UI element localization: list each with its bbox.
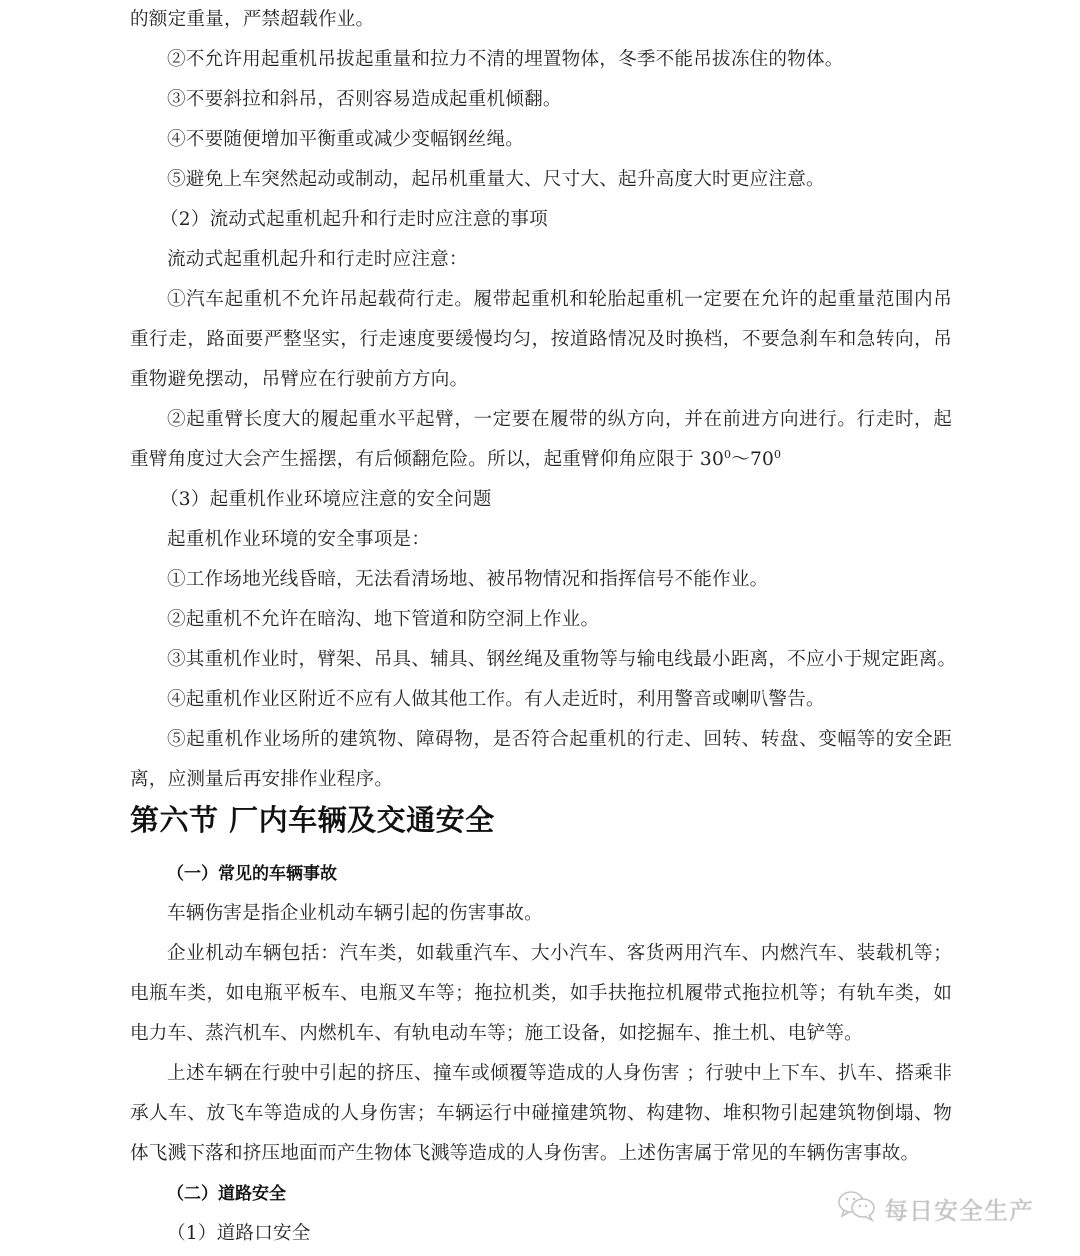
paragraph-line: 承人车、放飞车等造成的人身伤害；车辆运行中碰撞建筑物、构建物、堆积物引起建筑物倒塌、物: [130, 1103, 952, 1124]
subsection-title: （2）流动式起重机起升和行走时应注意的事项: [160, 209, 548, 230]
paragraph-line: [130, 448, 781, 472]
list-item: ④不要随便增加平衡重或减少变幅钢丝绳。: [167, 129, 525, 150]
angle-range: ～70: [731, 449, 775, 470]
degree-superscript: 0: [774, 448, 782, 461]
list-item: ②起重臂长度大的履起重水平起臂，一定要在履带的纵方向，并在前进方向进行。行走时，起: [167, 409, 952, 430]
paragraph-line: 的额定重量，严禁超载作业。: [130, 9, 375, 30]
paragraph-line: 电力车、蒸汽机车、内燃机车、有轨电动车等；施工设备，如挖掘车、推土机、电铲等。: [130, 1023, 863, 1044]
subsection-title: （3）起重机作业环境应注意的安全问题: [160, 489, 492, 510]
section-heading: 第六节 厂内车辆及交通安全: [130, 803, 495, 837]
paragraph-line: 流动式起重机起升和行走时应注意：: [167, 249, 468, 270]
watermark: [836, 1191, 1034, 1225]
list-item: ②不允许用起重机吊拔起重量和拉力不清的埋置物体，冬季不能吊拔冻住的物体。: [167, 49, 844, 70]
list-item: ④起重机作业区附近不应有人做其他工作。有人走近时，利用警音或喇叭警告。: [167, 689, 825, 710]
list-item: ②起重机不允许在暗沟、地下管道和防空洞上作业。: [167, 609, 600, 630]
paragraph-line: 离，应测量后再安排作业程序。: [130, 769, 394, 790]
list-item: ⑤避免上车突然起动或制动，起吊机重量大、尺寸大、起升高度大时更应注意。: [167, 169, 825, 190]
wechat-icon: [836, 1189, 880, 1227]
watermark-text: 每日安全生产: [884, 1196, 1034, 1225]
list-item: ①汽车起重机不允许吊起载荷行走。履带起重机和轮胎起重机一定要在允许的起重量范围内吊: [167, 289, 952, 310]
line-text: 重臂角度过大会产生摇摆，有后倾翻危险。所以，起重臂仰角应限于 30: [130, 449, 724, 470]
subsection-heading: （一）常见的车辆事故: [167, 864, 337, 884]
paragraph-line: 上述车辆在行驶中引起的挤压、撞车或倾覆等造成的人身伤害 ；行驶中上下车、扒车、搭乘非: [167, 1063, 952, 1084]
paragraph-line: 车辆伤害是指企业机动车辆引起的伤害事故。: [167, 903, 543, 924]
list-item: ③不要斜拉和斜吊，否则容易造成起重机倾翻。: [167, 89, 562, 110]
paragraph-line: 起重机作业环境的安全事项是：: [167, 529, 431, 550]
list-item: ⑤起重机作业场所的建筑物、障碍物，是否符合起重机的行走、回转、转盘、变幅等的安全距: [167, 729, 952, 750]
paragraph-line: 体飞溅下落和挤压地面而产生物体飞溅等造成的人身伤害。上述伤害属于常见的车辆伤害事故。: [130, 1143, 920, 1164]
degree-superscript: 0: [723, 448, 732, 461]
paragraph-line: 重物避免摆动，吊臂应在行驶前方方向。: [130, 369, 469, 390]
paragraph-line: （1）道路口安全: [167, 1223, 311, 1244]
list-item: ③其重机作业时，臂架、吊具、辅具、钢丝绳及重物等与输电线最小距离，不应小于规定距离。: [167, 649, 957, 670]
paragraph-line: 企业机动车辆包括：汽车类，如载重汽车、大小汽车、客货两用汽车、内燃汽车、装载机等；: [167, 943, 952, 964]
subsection-heading: （二）道路安全: [167, 1184, 286, 1204]
list-item: ①工作场地光线昏暗，无法看清场地、被吊物情况和指挥信号不能作业。: [167, 569, 769, 590]
paragraph-line: 电瓶车类，如电瓶平板车、电瓶叉车等；拖拉机类，如手扶拖拉机履带式拖拉机等；有轨车类，如: [130, 983, 952, 1004]
paragraph-line: 重行走，路面要严整坚实，行走速度要缓慢均匀，按道路情况及时换档，不要急刹车和急转向，吊: [130, 329, 952, 350]
